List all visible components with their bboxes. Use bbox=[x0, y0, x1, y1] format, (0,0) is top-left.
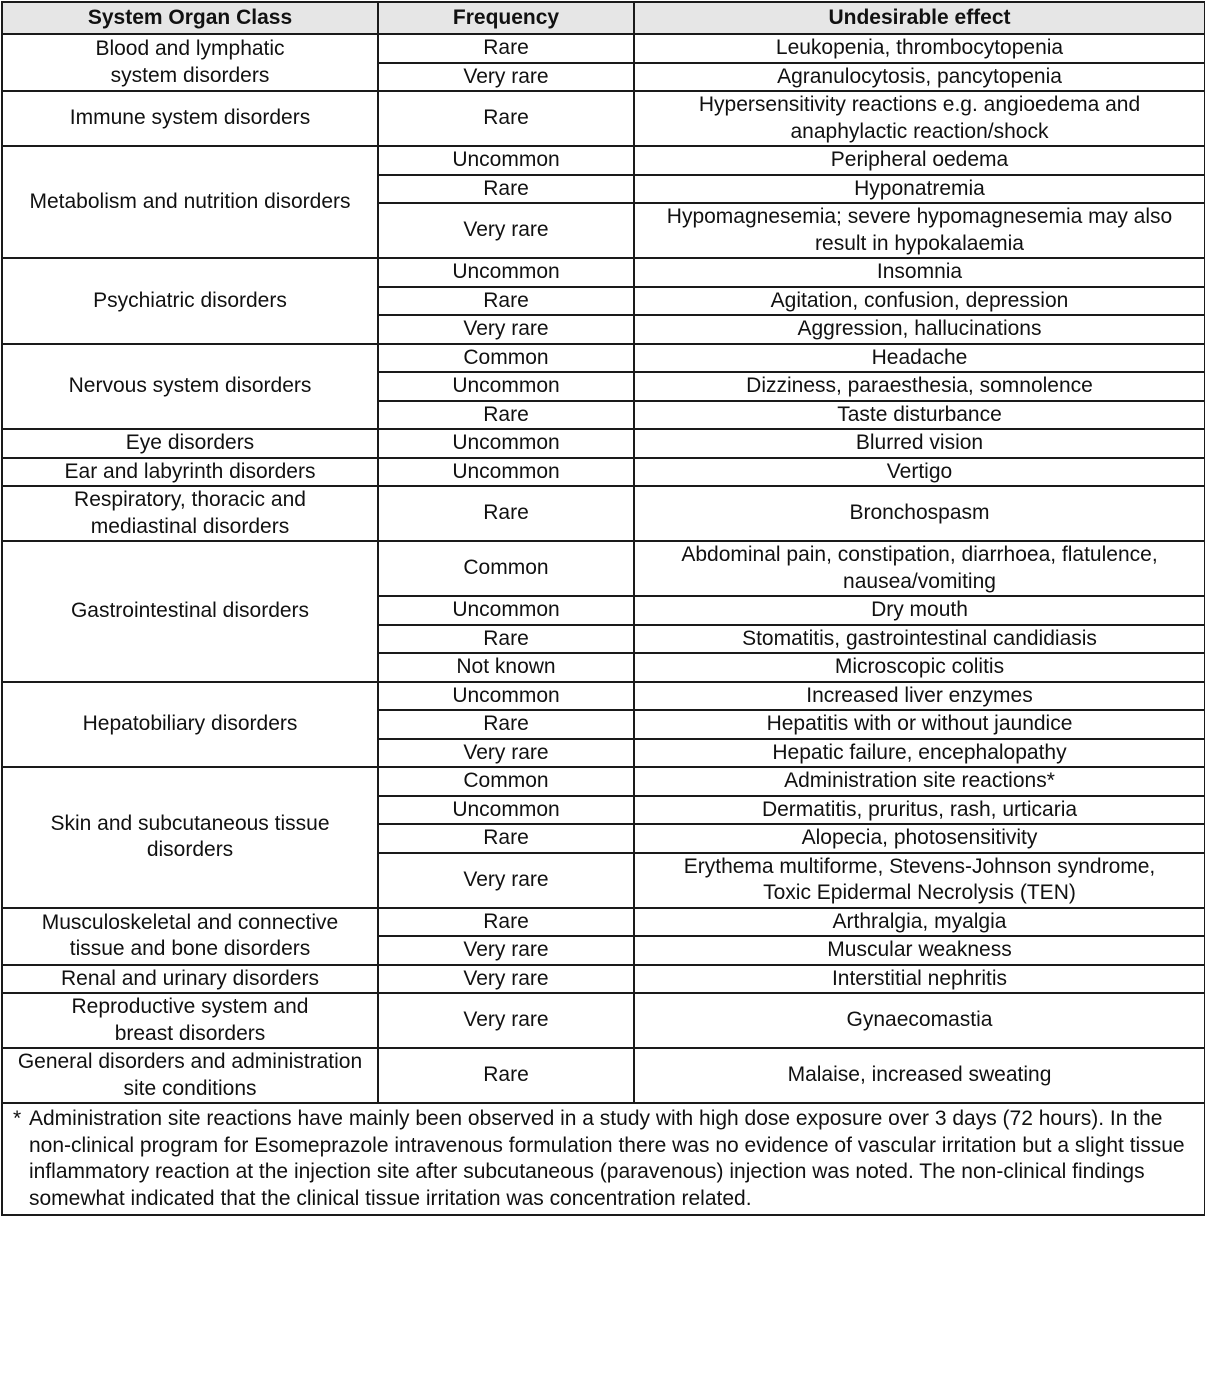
undesirable-effect-cell: Abdominal pain, constipation, diarrhoea, flatulence, nausea/vomiting bbox=[634, 541, 1205, 596]
table-row bbox=[2, 965, 1205, 994]
frequency-cell: Rare bbox=[378, 710, 634, 739]
page bbox=[0, 1, 1205, 1374]
undesirable-effect-cell: Peripheral oedema bbox=[634, 146, 1205, 175]
frequency-cell: Rare bbox=[378, 625, 634, 654]
table-row bbox=[2, 993, 1205, 1048]
table-row bbox=[2, 91, 1205, 146]
frequency-cell: Very rare bbox=[378, 853, 634, 908]
undesirable-effect-cell: Microscopic colitis bbox=[634, 653, 1205, 682]
undesirable-effect-cell: Insomnia bbox=[634, 258, 1205, 287]
frequency-cell: Rare bbox=[378, 1048, 634, 1103]
system-organ-class-cell: Immune system disorders bbox=[2, 91, 378, 146]
frequency-cell: Uncommon bbox=[378, 458, 634, 487]
system-organ-class-cell: Renal and urinary disorders bbox=[2, 965, 378, 994]
table-row bbox=[2, 486, 1205, 541]
system-organ-class-cell: Reproductive system and breast disorders bbox=[2, 993, 378, 1048]
frequency-cell: Uncommon bbox=[378, 146, 634, 175]
system-organ-class-cell: Gastrointestinal disorders bbox=[2, 541, 378, 682]
table-row bbox=[2, 344, 1205, 373]
footnote-row bbox=[2, 1103, 1205, 1215]
frequency-cell: Uncommon bbox=[378, 429, 634, 458]
system-organ-class-cell: Skin and subcutaneous tissue disorders bbox=[2, 767, 378, 908]
frequency-cell: Rare bbox=[378, 824, 634, 853]
frequency-cell: Very rare bbox=[378, 315, 634, 344]
undesirable-effect-cell: Leukopenia, thrombocytopenia bbox=[634, 34, 1205, 63]
system-organ-class-cell: Psychiatric disorders bbox=[2, 258, 378, 344]
frequency-cell: Uncommon bbox=[378, 796, 634, 825]
table-row bbox=[2, 146, 1205, 175]
undesirable-effect-cell: Hyponatremia bbox=[634, 175, 1205, 204]
undesirable-effect-cell: Bronchospasm bbox=[634, 486, 1205, 541]
system-organ-class-cell: Musculoskeletal and connective tissue and bone disorders bbox=[2, 908, 378, 965]
system-organ-class-cell: General disorders and administration site conditions bbox=[2, 1048, 378, 1103]
frequency-cell: Uncommon bbox=[378, 258, 634, 287]
system-organ-class-cell: Blood and lymphatic system disorders bbox=[2, 34, 378, 91]
frequency-cell: Rare bbox=[378, 175, 634, 204]
undesirable-effect-cell: Interstitial nephritis bbox=[634, 965, 1205, 994]
adverse-effects-table bbox=[1, 1, 1205, 1216]
undesirable-effect-cell: Administration site reactions* bbox=[634, 767, 1205, 796]
system-organ-class-cell: Nervous system disorders bbox=[2, 344, 378, 430]
frequency-cell: Rare bbox=[378, 91, 634, 146]
undesirable-effect-cell: Hepatic failure, encephalopathy bbox=[634, 739, 1205, 768]
system-organ-class-cell: Hepatobiliary disorders bbox=[2, 682, 378, 768]
undesirable-effect-cell: Gynaecomastia bbox=[634, 993, 1205, 1048]
undesirable-effect-cell: Malaise, increased sweating bbox=[634, 1048, 1205, 1103]
table-row bbox=[2, 767, 1205, 796]
undesirable-effect-cell: Dermatitis, pruritus, rash, urticaria bbox=[634, 796, 1205, 825]
frequency-cell: Rare bbox=[378, 287, 634, 316]
table-row bbox=[2, 1048, 1205, 1103]
system-organ-class-cell: Respiratory, thoracic and mediastinal disorders bbox=[2, 486, 378, 541]
undesirable-effect-cell: Muscular weakness bbox=[634, 936, 1205, 965]
undesirable-effect-cell: Agitation, confusion, depression bbox=[634, 287, 1205, 316]
undesirable-effect-cell: Blurred vision bbox=[634, 429, 1205, 458]
undesirable-effect-cell: Hypomagnesemia; severe hypomagnesemia may also result in hypokalaemia bbox=[634, 203, 1205, 258]
header-undesirable-effect: Undesirable effect bbox=[634, 2, 1205, 34]
undesirable-effect-cell: Increased liver enzymes bbox=[634, 682, 1205, 711]
frequency-cell: Common bbox=[378, 767, 634, 796]
frequency-cell: Very rare bbox=[378, 739, 634, 768]
table-row bbox=[2, 258, 1205, 287]
frequency-cell: Uncommon bbox=[378, 682, 634, 711]
undesirable-effect-cell: Hypersensitivity reactions e.g. angioedema and anaphylactic reaction/shock bbox=[634, 91, 1205, 146]
undesirable-effect-cell: Dry mouth bbox=[634, 596, 1205, 625]
undesirable-effect-cell: Stomatitis, gastrointestinal candidiasis bbox=[634, 625, 1205, 654]
undesirable-effect-cell: Hepatitis with or without jaundice bbox=[634, 710, 1205, 739]
footnote-mark: * bbox=[13, 1107, 22, 1130]
header-frequency: Frequency bbox=[378, 2, 634, 34]
frequency-cell: Very rare bbox=[378, 936, 634, 965]
table-row bbox=[2, 429, 1205, 458]
frequency-cell: Not known bbox=[378, 653, 634, 682]
undesirable-effect-cell: Erythema multiforme, Stevens-Johnson syndrome, Toxic Epidermal Necrolysis (TEN) bbox=[634, 853, 1205, 908]
header-row bbox=[2, 2, 1205, 34]
undesirable-effect-cell: Vertigo bbox=[634, 458, 1205, 487]
undesirable-effect-cell: Arthralgia, myalgia bbox=[634, 908, 1205, 937]
system-organ-class-cell: Metabolism and nutrition disorders bbox=[2, 146, 378, 258]
frequency-cell: Very rare bbox=[378, 993, 634, 1048]
table-body bbox=[2, 34, 1205, 1103]
undesirable-effect-cell: Aggression, hallucinations bbox=[634, 315, 1205, 344]
system-organ-class-cell: Ear and labyrinth disorders bbox=[2, 458, 378, 487]
undesirable-effect-cell: Headache bbox=[634, 344, 1205, 373]
undesirable-effect-cell: Agranulocytosis, pancytopenia bbox=[634, 63, 1205, 92]
frequency-cell: Very rare bbox=[378, 965, 634, 994]
frequency-cell: Rare bbox=[378, 486, 634, 541]
frequency-cell: Uncommon bbox=[378, 596, 634, 625]
table-row bbox=[2, 541, 1205, 596]
footnote bbox=[13, 1106, 1196, 1212]
table-row bbox=[2, 34, 1205, 63]
frequency-cell: Uncommon bbox=[378, 372, 634, 401]
undesirable-effect-cell: Taste disturbance bbox=[634, 401, 1205, 430]
table-row bbox=[2, 458, 1205, 487]
frequency-cell: Very rare bbox=[378, 63, 634, 92]
frequency-cell: Rare bbox=[378, 34, 634, 63]
system-organ-class-cell: Eye disorders bbox=[2, 429, 378, 458]
frequency-cell: Very rare bbox=[378, 203, 634, 258]
undesirable-effect-cell: Alopecia, photosensitivity bbox=[634, 824, 1205, 853]
footnote-text: Administration site reactions have mainly been observed in a study with high dose exposure over 3 days (72 hours). In the non-clinical program for Esomeprazole intravenous formulation there was no evidence of vascular irritation but a slight tissue inflammatory reaction at the injection site after subcutaneous (paravenous) injection was noted. The non-clinical findings somewhat indicated that the clinical tissue irritation was concentration related. bbox=[29, 1107, 1185, 1210]
header-system-organ-class: System Organ Class bbox=[2, 2, 378, 34]
frequency-cell: Common bbox=[378, 344, 634, 373]
undesirable-effect-cell: Dizziness, paraesthesia, somnolence bbox=[634, 372, 1205, 401]
frequency-cell: Rare bbox=[378, 908, 634, 937]
footnote-cell bbox=[2, 1103, 1205, 1215]
table-row bbox=[2, 908, 1205, 937]
table-row bbox=[2, 682, 1205, 711]
frequency-cell: Common bbox=[378, 541, 634, 596]
frequency-cell: Rare bbox=[378, 401, 634, 430]
